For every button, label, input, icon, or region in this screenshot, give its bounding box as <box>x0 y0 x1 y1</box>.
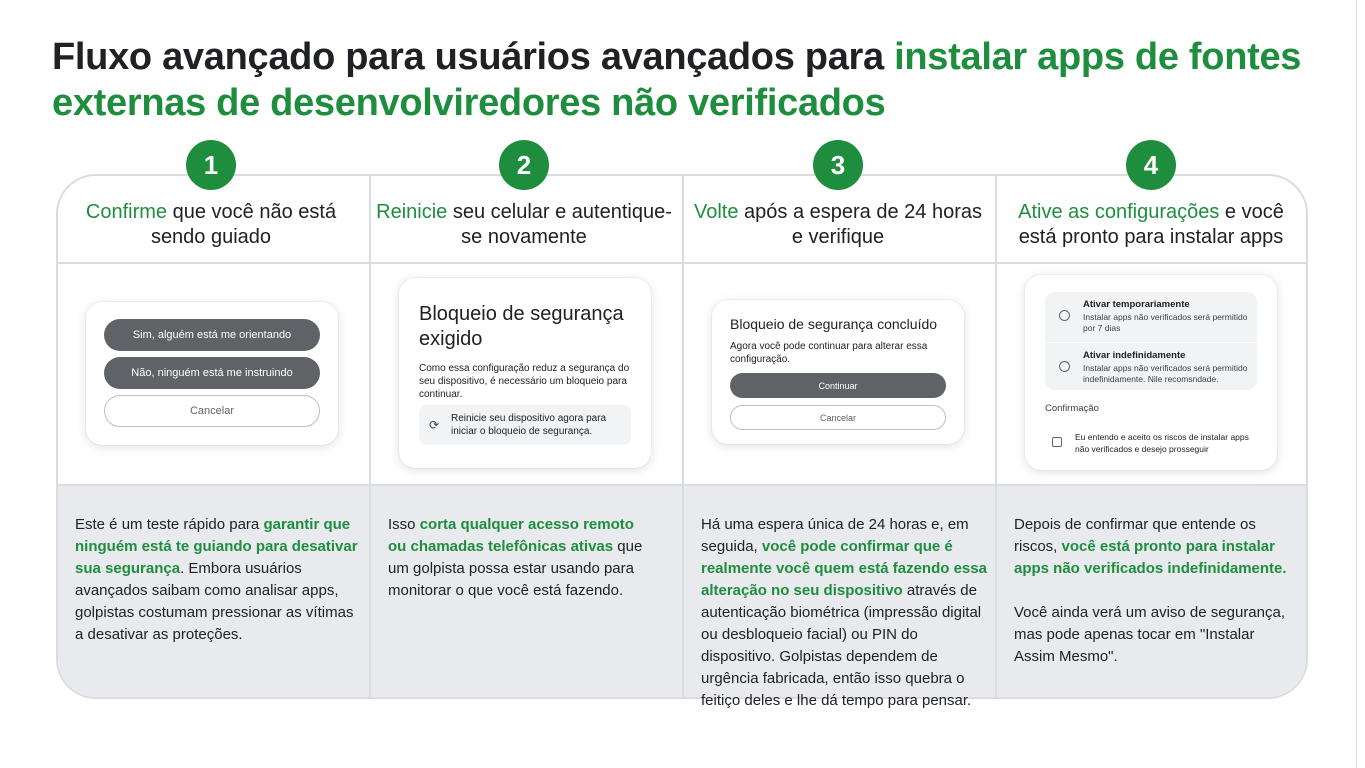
column-divider-2 <box>682 176 684 697</box>
restart-notice[interactable] <box>419 405 631 445</box>
step-4-heading <box>1001 200 1301 250</box>
option-indefinite-title: Ativar indefinidamente <box>1083 350 1186 361</box>
dialog-title: Bloqueio de segurança exigido <box>419 303 624 350</box>
step-2-heading-rest: seu celular e autentique-se novamente <box>447 201 672 248</box>
option-indefinite-desc: Instalar apps não verificados será permitido indefinidamente. Nile recomsndade. <box>1083 363 1248 384</box>
security-lock-required-dialog <box>399 278 651 468</box>
desc-3-part-1: Há uma espera única de 24 horas e, em seguida, <box>701 516 969 555</box>
step-4-heading-rest: e você está pronto para instalar apps <box>1018 201 1284 248</box>
title-highlight: instalar apps de fontes externas de desenvolviredores não verificados <box>52 36 1302 124</box>
restart-notice-text: Reinicie seu dispositivo agora para iniciar o bloqueio de segurança. <box>451 413 607 437</box>
guidance-dialog <box>86 302 338 445</box>
step-4-badge: 4 <box>1126 140 1176 190</box>
step-4-heading-action: Ative as configurações <box>1018 201 1220 223</box>
continue-button[interactable]: Continuar <box>730 373 946 398</box>
desc-4-para-2: Você ainda verá um aviso de segurança, mas pode apenas tocar em "Instalar Assim Mesmo". <box>1014 604 1286 665</box>
dialog-body: Agora você pode continuar para alterar essa configuração. <box>730 341 928 365</box>
step-2-badge: 2 <box>499 140 549 190</box>
desc-3-part-2: você pode confirmar que é realmente você quem está fazendo essa alteração no seu dispositivo <box>701 538 987 599</box>
restart-icon: ⟳ <box>429 418 440 432</box>
step-3-heading <box>688 200 988 250</box>
desc-1-part-2: garantir que ninguém está te guiando para desativar sua segurança <box>75 516 358 577</box>
option-indefinite[interactable] <box>1045 343 1257 390</box>
desc-4-part-1: Depois de confirmar que entende os riscos, <box>1014 516 1256 555</box>
acknowledge-text: Eu entendo e aceito os riscos de instalar apps não verificados e desejo prosseguir <box>1075 432 1249 454</box>
step-2-heading-action: Reinicie <box>376 201 448 223</box>
desc-2-part-2: corta qualquer acesso remoto ou chamadas telefônicas ativas <box>388 516 634 555</box>
security-lock-complete-dialog <box>712 300 964 444</box>
desc-4-part-2: você está pronto para instalar apps não verificados indefinidamente. <box>1014 538 1287 577</box>
radio-indefinite[interactable] <box>1059 361 1070 372</box>
desc-4-para-1 <box>1014 514 1294 580</box>
desc-1-part-1: Este é um teste rápido para <box>75 516 264 533</box>
option-temporary-title: Ativar temporariamente <box>1083 299 1190 310</box>
install-settings-dialog <box>1025 275 1277 470</box>
step-1-badge: 1 <box>186 140 236 190</box>
column-divider-3 <box>995 176 997 697</box>
column-divider-1 <box>369 176 371 697</box>
title-plain: Fluxo avançado para usuários avançados para <box>52 36 895 78</box>
desc-2-part-1: Isso <box>388 516 420 533</box>
dialog-body: Como essa configuração reduz a segurança do seu dispositivo, é necessário um bloqueio para continuar. <box>419 363 630 400</box>
option-temporary-desc: Instalar apps não verificados será permitido por 7 dias <box>1083 312 1248 333</box>
confirmation-label: Confirmação <box>1045 403 1099 414</box>
option-no-button[interactable]: Não, ninguém está me instruindo <box>104 357 320 389</box>
step-2-description <box>388 514 653 602</box>
desc-1-part-3: . Embora usuários avançados saibam como analisar apps, golpistas costumam pressionar as vítimas a desativar as proteções. <box>75 560 354 643</box>
radio-temporary[interactable] <box>1059 310 1070 321</box>
step-1-heading <box>61 200 361 250</box>
cancel-button[interactable]: Cancelar <box>104 395 320 427</box>
desc-2-part-3: que um golpista possa estar usando para monitorar o que você está fazendo. <box>388 538 643 599</box>
dialog-title: Bloqueio de segurança concluído <box>730 316 938 332</box>
acknowledge-checkbox[interactable] <box>1052 437 1062 447</box>
page-title <box>52 34 1332 126</box>
step-4-description <box>1014 514 1294 668</box>
step-3-heading-rest: após a espera de 24 horas e verifique <box>738 201 982 248</box>
step-3-heading-action: Volte <box>694 201 739 223</box>
desc-3-part-3: através de autenticação biométrica (impressão digital ou desbloqueio facial) ou PIN do dispositivo. Golpistas dependem de urgência fabricada, então isso quebra o feitiço deles e lhe dá tempo para pensar. <box>701 582 982 709</box>
cancel-button[interactable]: Cancelar <box>730 405 946 430</box>
step-3-badge: 3 <box>813 140 863 190</box>
step-3-description <box>701 514 991 712</box>
option-yes-button[interactable]: Sim, alguém está me orientando <box>104 319 320 351</box>
step-1-heading-action: Confirme <box>85 201 168 223</box>
right-edge-divider <box>1356 0 1357 768</box>
step-1-description <box>75 514 365 646</box>
step-1-heading-rest: que você não está sendo guiado <box>150 201 337 248</box>
step-2-heading <box>374 200 674 250</box>
option-temporary[interactable] <box>1045 292 1257 342</box>
